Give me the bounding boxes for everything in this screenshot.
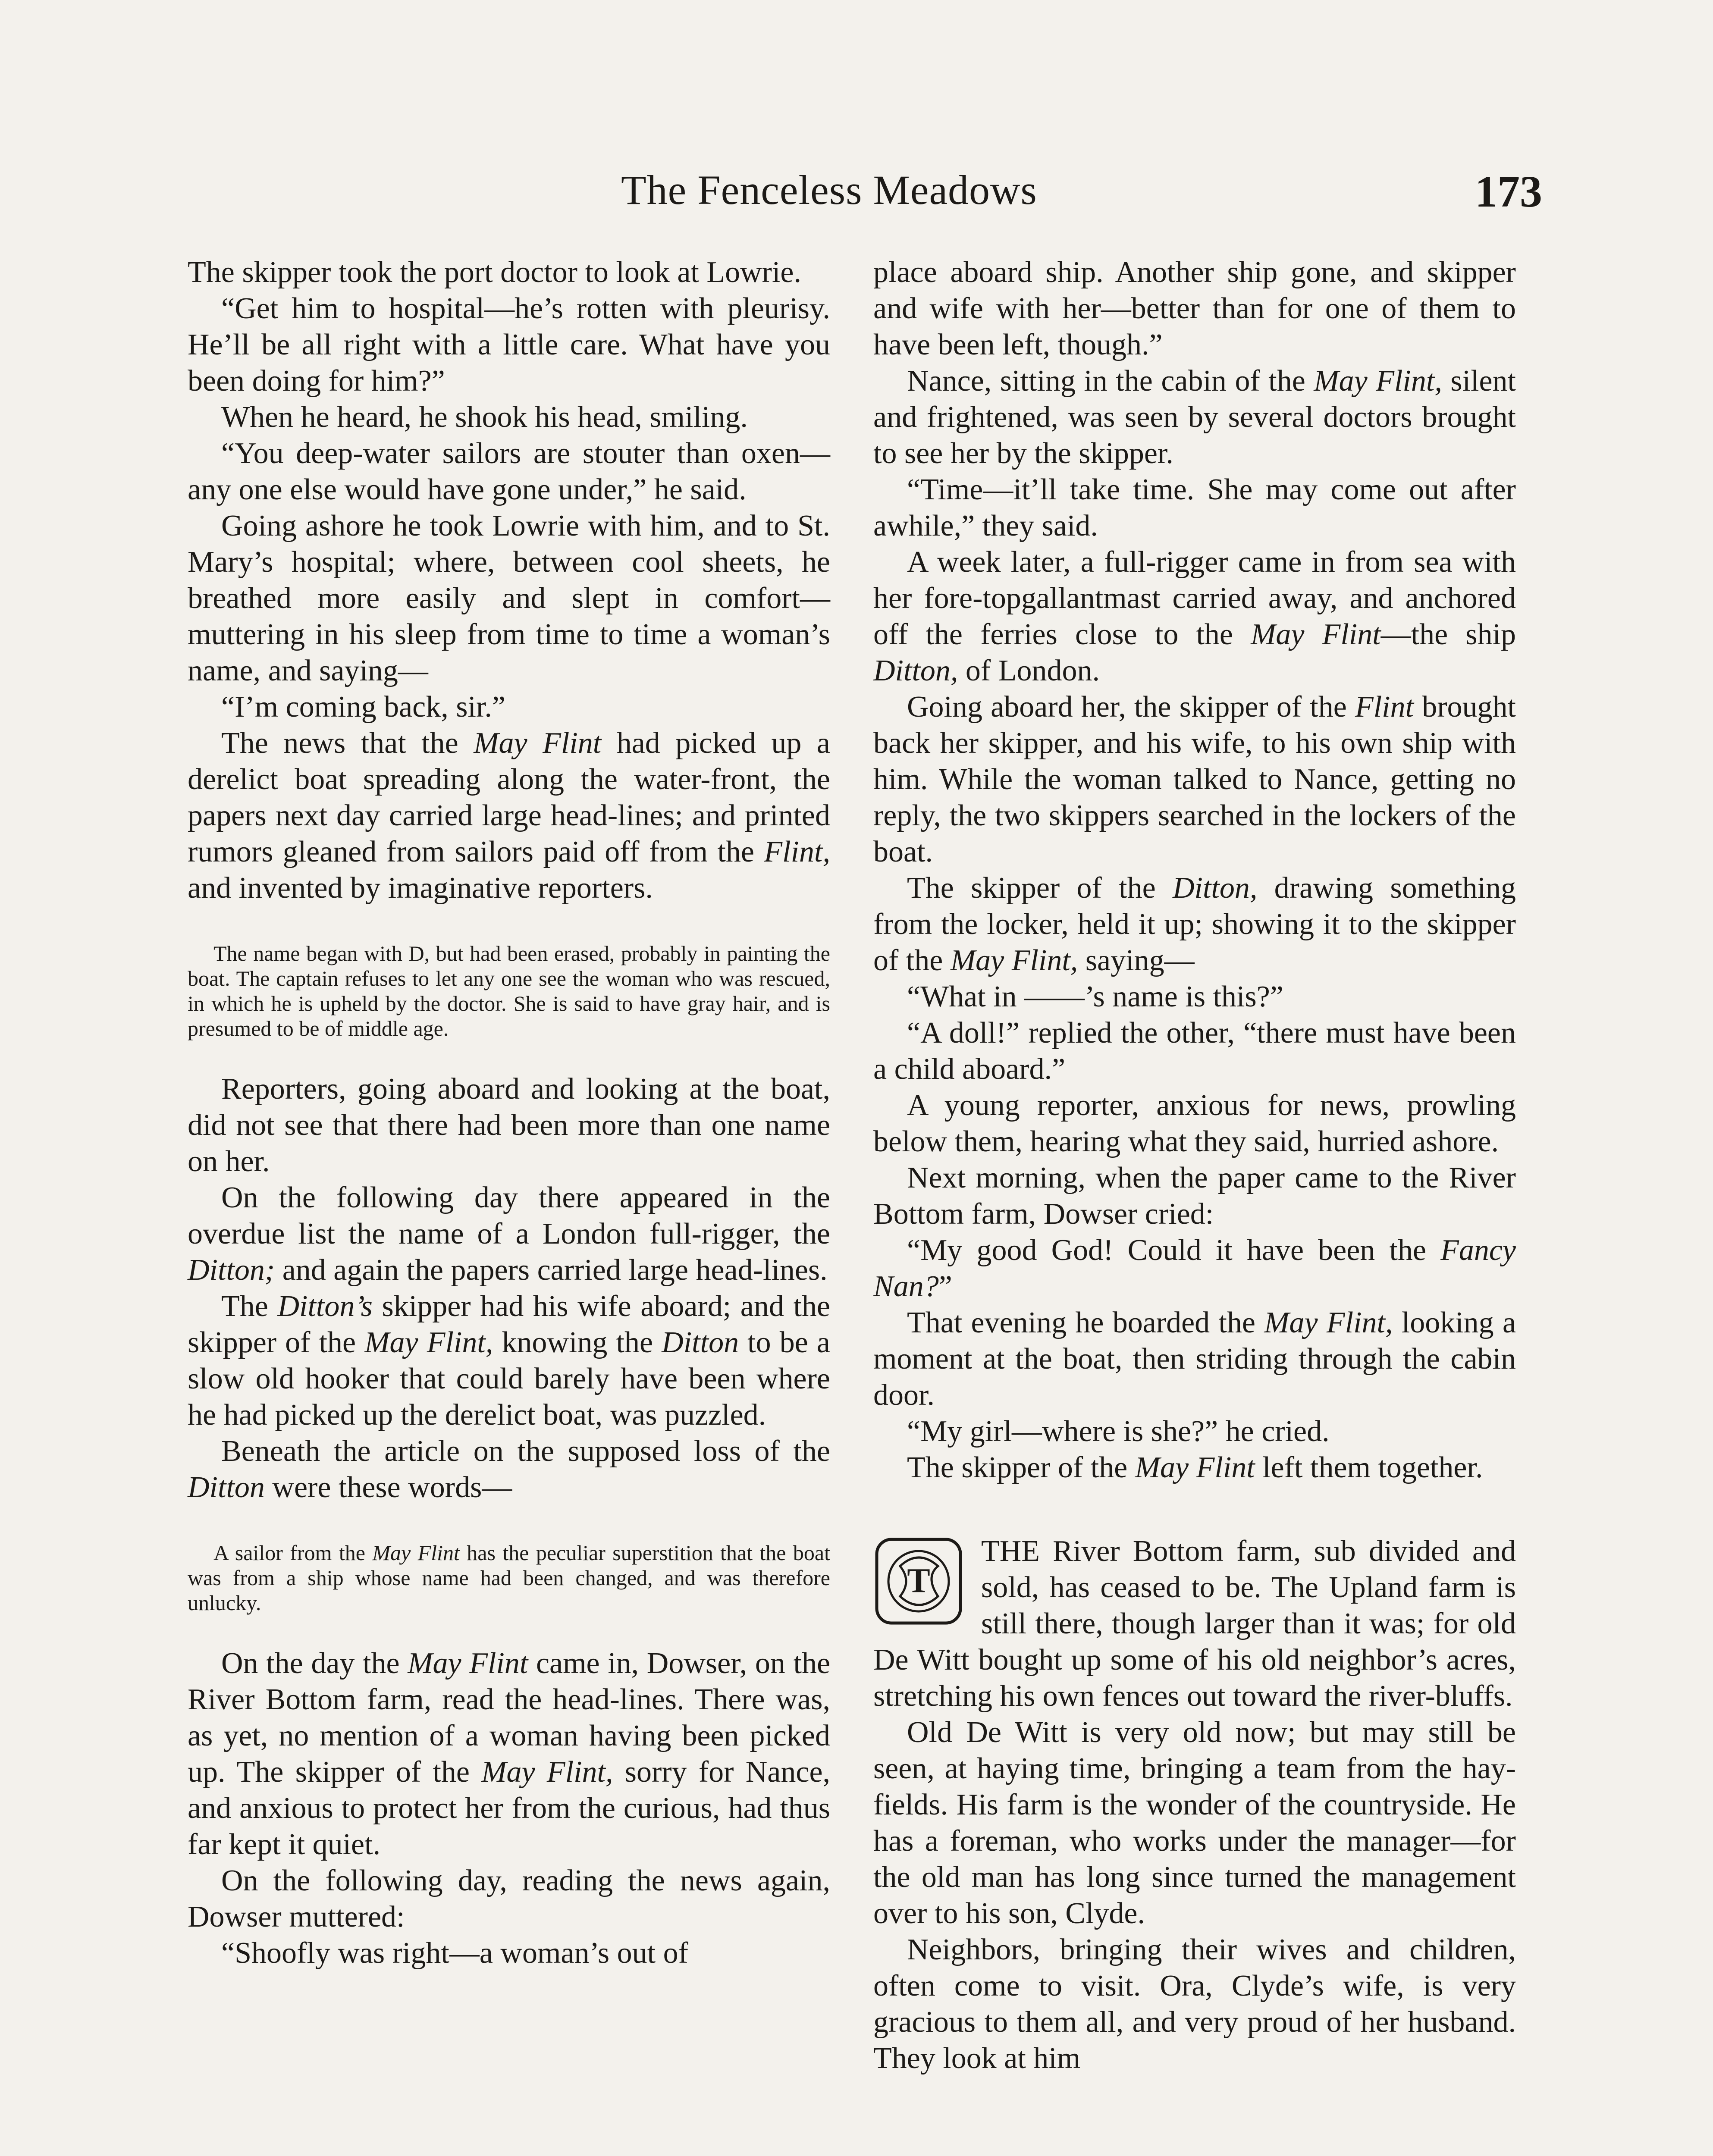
paragraph	[188, 1645, 830, 1863]
text-run: were these words—	[264, 1471, 512, 1504]
text-run: and again the papers carried large head-lines.	[275, 1253, 828, 1287]
ship-name: May Flint,	[481, 1755, 613, 1789]
paragraph	[188, 1288, 830, 1433]
text-run: On the day the	[221, 1647, 408, 1680]
paragraph	[188, 725, 830, 906]
ship-name: Ditton’s	[277, 1290, 373, 1323]
paragraph: “Shoofly was right—a woman’s out of	[221, 1937, 688, 1970]
ship-name: May Flint	[408, 1647, 528, 1680]
paragraph: “What in ——’s name is this?”	[907, 980, 1283, 1013]
ship-name: May Flint	[1251, 618, 1381, 651]
paragraph	[873, 1232, 1516, 1305]
ship-name: May Flint	[474, 727, 602, 760]
paragraph: “I’m coming back, sir.”	[221, 690, 505, 724]
running-title: The Fenceless Meadows	[621, 167, 1037, 213]
text-run: drawing something from the locker, held it up; showing it to the skipper of the	[873, 871, 1516, 977]
paragraph: place aboard ship. Another ship gone, and skipper and wife with her—better than for one of them to have been left, though.”	[873, 256, 1516, 361]
text-run: A week later, a full-rigger came in from sea with her fore-topgallantmast carried away, and anchored off the ferries close to the	[873, 545, 1516, 651]
paragraph: Reporters, going aboard and looking at the boat, did not see that there had been more than one name on her.	[188, 1072, 830, 1178]
text-run: to be a slow old hooker that could barely have been where he had picked up the derelict boat, was puzzled.	[188, 1326, 830, 1432]
text-run: The skipper of the	[907, 1451, 1135, 1484]
section-opening	[873, 1533, 1516, 1714]
right-column	[873, 254, 1516, 2156]
left-column	[188, 254, 830, 2156]
paragraph	[873, 870, 1516, 979]
paragraph	[873, 1305, 1516, 1413]
paragraph: “A doll!” replied the other, “there must have been a child aboard.”	[873, 1016, 1516, 1086]
text-run: On the following day there appeared in the overdue list the name of a London full-rigger, the	[188, 1181, 830, 1250]
text-run: The	[221, 1290, 278, 1323]
text-run: left them together.	[1255, 1451, 1483, 1484]
newspaper-quote	[188, 941, 830, 1041]
paragraph	[188, 1433, 830, 1506]
text-run: skipper had his wife aboard; and the skipper of the	[188, 1290, 831, 1359]
text-run: Nance, sitting in the cabin of the	[907, 364, 1314, 398]
text-run: ”	[938, 1270, 952, 1303]
paragraph: The skipper took the port doctor to look at Lowrie.	[188, 256, 802, 289]
ship-name: Ditton	[188, 1471, 265, 1504]
paragraph: Going ashore he took Lowrie with him, and to St. Mary’s hospital; where, between cool sheets, he breathed more easily and slept in comfort—muttering in his sleep from time to time a woman’s name, and saying—	[188, 509, 830, 687]
text-run: silent and frightened, was seen by several doctors brought to see her by the skipper.	[873, 364, 1516, 470]
ship-name: Flint,	[764, 835, 830, 868]
paragraph	[873, 689, 1516, 870]
paragraph: THE River Bottom farm, sub divided and sold, has ceased to be. The Upland farm is still there, though larger than it was; for old De Witt bought up some of his old neighbor’s acres, stretching his own fences out toward the river-bluffs.	[873, 1535, 1516, 1713]
newspaper-quote	[188, 1540, 830, 1615]
ship-name: Flint	[1355, 690, 1414, 724]
paragraph	[873, 544, 1516, 689]
paragraph	[188, 1180, 830, 1288]
text-run: of London.	[958, 654, 1100, 687]
quote-text	[188, 1540, 830, 1615]
text-run: Going aboard her, the skipper of the	[907, 690, 1355, 724]
text-run: The skipper of the	[907, 871, 1173, 905]
paragraph: Next morning, when the paper came to the River Bottom farm, Dowser cried:	[873, 1161, 1516, 1231]
ship-name: Ditton,	[1172, 871, 1258, 905]
ornamental-initial-icon	[873, 1536, 964, 1626]
paragraph: A young reporter, anxious for news, prowling below them, hearing what they said, hurried ashore.	[873, 1089, 1516, 1158]
paragraph: “Get him to hospital—he’s rotten with pleurisy. He’ll be all right with a little care. What have you been doing for him?”	[188, 292, 830, 398]
ship-name: May Flint	[1135, 1451, 1255, 1484]
text-run: has the peculiar superstition that the boat was from a ship whose name had been changed, and was therefore unlucky.	[188, 1541, 831, 1615]
paragraph: When he heard, he shook his head, smiling.	[221, 401, 748, 434]
ship-name: Ditton	[662, 1326, 739, 1359]
text-run: knowing the	[493, 1326, 662, 1359]
text-run: A sailor from the	[213, 1541, 373, 1565]
quote-text: The name began with D, but had been erased, probably in painting the boat. The captain refuses to let any one see the woman who was rescued, in which he is upheld by the doctor. She is said to have gray hair, and is presumed to be of middle age.	[188, 941, 830, 1040]
text-run: “My good God! Could it have been the	[907, 1234, 1441, 1267]
paragraph: On the following day, reading the news again, Dowser muttered:	[188, 1864, 830, 1934]
text-run: brought back her skipper, and his wife, to his own ship with him. While the woman talked to Nance, getting no reply, the two skippers searched in the lockers of the boat.	[873, 690, 1516, 868]
text-run: looking a moment at the boat, then striding through the cabin door.	[873, 1306, 1516, 1412]
text-run: Beneath the article on the supposed loss of the	[221, 1435, 830, 1468]
text-run: The news that the	[221, 727, 474, 760]
text-run: saying—	[1078, 944, 1195, 977]
paragraph: “My girl—where is she?” he cried.	[907, 1415, 1330, 1448]
text-run: —the ship	[1380, 618, 1516, 651]
text-run: That evening he boarded the	[907, 1306, 1264, 1339]
running-head	[0, 166, 1713, 222]
ship-name: May Flint,	[1314, 364, 1442, 398]
paragraph: “You deep-water sailors are stouter than oxen—any one else would have gone under,” he said.	[188, 437, 830, 506]
paragraph	[873, 1450, 1516, 1486]
text-run: sorry for Nance, and anxious to protect her from the curious, had thus far kept it quiet.	[188, 1755, 831, 1861]
page-number: 173	[1475, 167, 1542, 216]
paragraph	[873, 363, 1516, 472]
ship-name: May Flint,	[1264, 1306, 1393, 1339]
ship-name: May Flint	[372, 1541, 460, 1565]
paragraph: “Time—it’ll take time. She may come out after awhile,” they said.	[873, 473, 1516, 542]
paragraph: Neighbors, bringing their wives and children, often come to visit. Ora, Clyde’s wife, is very gracious to them all, and very proud of her husband. They look at him	[873, 1933, 1516, 2075]
text-run: had picked up a derelict boat spreading along the water-front, the papers next day carried large head-lines; and printed rumors gleaned from sailors paid off from the	[188, 727, 830, 868]
text-run: and invented by imaginative reporters.	[188, 871, 653, 905]
paragraph: Old De Witt is very old now; but may still be seen, at haying time, bringing a team from the hay-fields. His farm is the wonder of the countryside. He has a foreman, who works under the manager—for the old man has long since turned the management over to his son, Clyde.	[873, 1716, 1516, 1930]
ship-name: Ditton;	[188, 1253, 275, 1287]
ship-name: Fancy Nan?	[873, 1234, 1516, 1303]
ship-name: Ditton,	[873, 654, 958, 687]
ship-name: May Flint,	[364, 1326, 493, 1359]
ship-name: May Flint,	[950, 944, 1078, 977]
drop-cap-letter: T	[907, 1562, 930, 1600]
text-run: came in, Dowser, on the River Bottom farm, read the head-lines. There was, as yet, no mention of a woman having been picked up. The skipper of the	[188, 1647, 831, 1789]
